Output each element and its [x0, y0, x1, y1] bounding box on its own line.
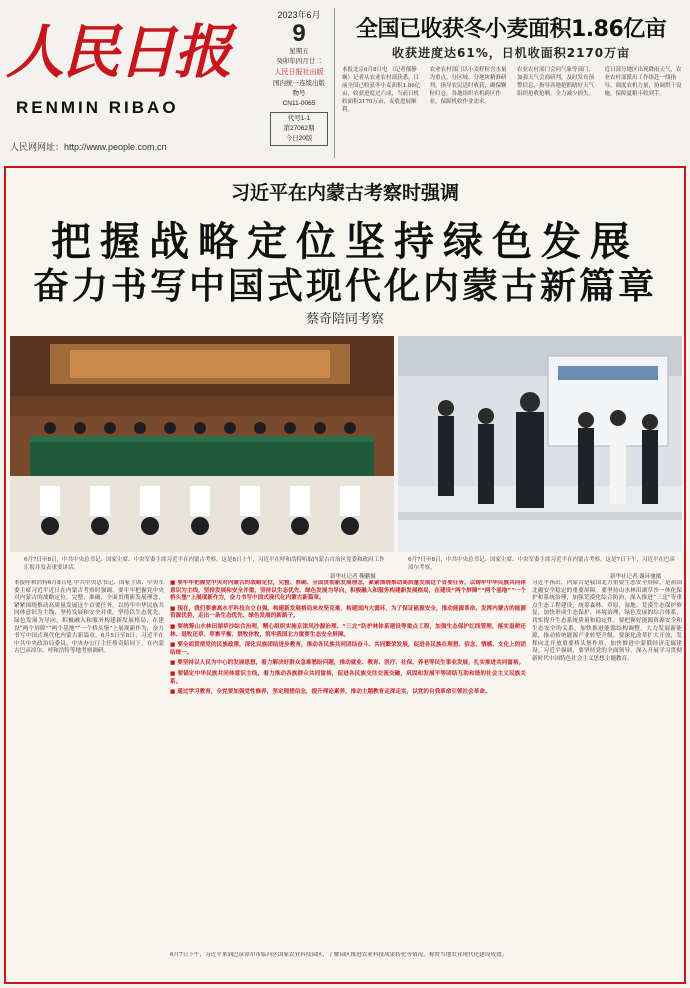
issue-number: 第27062期	[283, 125, 315, 132]
masthead-divider	[334, 8, 335, 158]
paragraph-text: 要锚定中华民族共同体意识主线，着力推动各族群众共同富裕，促进各民族交往交流交融，巩固和发展平等团结互助和谐的社会主义民族关系。	[170, 670, 526, 685]
inspection-photo[interactable]	[398, 336, 682, 552]
paragraph	[170, 671, 526, 686]
article-column-right: 习近平指出，内蒙古是我国北方重要生态安全屏障，是祖国北疆安全稳定的重要屏障。要坚持山水林田湖草沙一体化保护和系统治理，加强荒漠化综合防治，深入推进“三北”等重点生态工程建设，统筹森林、草原、湿地、荒漠生态保护修复，加快形成生态保护、环境治理、绿色发展的综合体系，切实提升生态系统质量和稳定性。要把握好能源资源安全和生态安全的关系，加快推进能源结构调整，大力发展新能源，推动传统能源产业转型升级。要深化改革扩大开放，发挥向北开放重要桥头堡作用，加快推进中蒙俄经济走廊建设。习近平强调，要坚持党的全面领导，深入开展学习贯彻新时代中国特色社会主义思想主题教育。	[532, 580, 682, 662]
inspection-photo-illustration	[398, 336, 682, 552]
lead-story-title[interactable]: 全国已收获冬小麦面积1.86亿亩	[356, 17, 667, 42]
paragraph-text: 要全面贯彻党的民族政策，深化民族团结进步教育，推动各民族共同团结奋斗、共同繁荣发展，促进各民族在理想、信念、情感、文化上的团结统一。	[170, 642, 526, 656]
issue-day: 9	[292, 20, 306, 47]
bullet-icon: ■	[170, 642, 176, 649]
paragraph	[170, 642, 526, 657]
website-url[interactable]: 人民网网址：http://www.people.com.cn	[10, 142, 167, 152]
issue-date: 2023年6月	[277, 10, 321, 20]
meeting-photo-illustration	[10, 336, 394, 552]
logo-pinyin: RENMIN RIBAO	[16, 98, 179, 117]
paragraph	[170, 660, 526, 668]
article-column-center	[170, 580, 526, 950]
article-column-center-lower: 6月7日下午，习近平来到巴彦淖尔市临河区国家农业科技园区，了解园区推进农业科技成果转化等情况，称赞当地农业现代化建设成效。	[170, 952, 508, 958]
masthead	[0, 0, 690, 160]
lead-story-subtitle: 收获进度达61%，日机收面积2170万亩	[392, 46, 631, 60]
article-headline-2[interactable]: 奋力书写中国式现代化内蒙古新篇章	[32, 266, 657, 307]
article-kicker: 习近平在内蒙古考察时强调	[230, 182, 459, 204]
paragraph-text: 要牢牢把握党中央对内蒙古的战略定位，完整、准确、全面贯彻新发展理念，紧紧围绕推动高质量发展这个首要任务，以铸牢中华民族共同体意识为主线，坚持发展和安全并重，坚持以生态优先、绿色发展为导向，积极融入和服务构建新发展格局，在建设“两个屏障”“两个基地”“一个桥头堡”上展现新作为，奋力书写中国式现代化内蒙古新篇章。	[170, 580, 526, 602]
paragraph	[170, 689, 526, 697]
newspaper-logo[interactable]: 人民日报	[6, 18, 231, 86]
paragraph-text: 要坚持以人民为中心的发展思想，着力解决好群众急难愁盼问题，推动就业、教育、医疗、社保、养老等民生事业发展，扎实推进共同富裕。	[177, 660, 525, 667]
paragraph	[170, 580, 526, 603]
bullet-icon: ■	[170, 605, 176, 612]
meeting-photo-credit: 新华社记者 鞠鹏摄	[330, 574, 376, 580]
page-count: 今日20版	[285, 135, 313, 142]
bullet-icon: ■	[170, 580, 176, 586]
feature-article	[4, 166, 686, 984]
article-headline-1[interactable]: 把握战略定位坚持绿色发展	[51, 219, 639, 265]
paragraph-text: 现在，我们要拿高水平科技自立自强，构建新发展格局来攻坚克难，构建国内大循环，为了保证能源安全，推动能源革命，发挥内蒙古的能源资源优势，走出一条生态优先、绿色发展的新路子。	[170, 605, 526, 620]
meeting-photo-caption: 6月7日至8日，中共中央总书记、国家主席、中央军委主席习近平在内蒙古考察。这是8日上午，习近平在呼和浩特听取内蒙古自治区党委和政府工作汇报并发表重要讲话。	[24, 557, 385, 571]
article-column-left: 本报呼和浩特6月8日电 中共中央总书记、国家主席、中央军委主席习近平近日在内蒙古考察时强调，要牢牢把握党中央对内蒙古的战略定位，完整、准确、全面贯彻新发展理念，紧紧围绕推动高质量发展这个首要任务，以铸牢中华民族共同体意识为主线，坚持发展和安全并重，坚持以生态优先、绿色发展为导向，积极融入和服务构建新发展格局，在建设“两个屏障”“两个基地”“一个桥头堡”上展现新作为，奋力书写中国式现代化内蒙古新篇章。6月5日至8日，习近平在中共中央政治局委员、中央办公厅主任蔡奇陪同下，在内蒙古巴彦淖尔、呼和浩特等地考察调研。	[14, 580, 164, 655]
bullet-icon: ■	[170, 670, 176, 677]
paragraph	[170, 606, 526, 621]
lead-story-col: 农业农村部门以小麦籽粒含水量为重点，分区域、分地块精准研判，指导农民适时收获，确保颗粒归仓。各地组织农机跨区作业，保障机收作业需求。	[429, 67, 507, 105]
lead-story-col: 近日部分地区出现降雨天气，农业农村部派出工作组赴一线指导，调度农机力量，协调烘干设施，保障夏粮丰收到手。	[604, 67, 682, 97]
issue-weekday: 星期五	[289, 48, 309, 55]
bullet-icon: ■	[170, 689, 176, 696]
inspection-photo-caption: 6月7日至8日，中共中央总书记、国家主席、中央军委主席习近平在内蒙古考察。这是7日下午，习近平在巴彦淖尔考察。	[408, 557, 676, 571]
postal-code: 代号1-1	[287, 115, 311, 122]
lead-story-col: 农业农村部门会同气象等部门，加强天气会商研判，及时发布预警信息，指导各地抢抓晴好天气组织抢收抢晒，全力减少损失。	[517, 67, 595, 97]
issue-lunar: 癸卯年四月廿二	[276, 58, 322, 65]
bullet-icon: ■	[170, 660, 176, 667]
inspection-photo-credit: 新华社记者 谢环驰摄	[610, 574, 662, 580]
lead-story-body	[342, 66, 684, 158]
lead-story-col: 本报北京6月8日电 （记者郁静娴）记者从农业农村部获悉，目前全国已收获冬小麦面积1.86亿亩，收获进度过六成，当前日机收面积2170万亩，麦收进展顺利。	[342, 67, 421, 113]
article-byline: 蔡奇陪同考察	[305, 312, 384, 327]
serial-code: CN11-0065	[282, 100, 316, 107]
issue-codes	[270, 112, 328, 146]
meeting-photo[interactable]	[10, 336, 394, 552]
issue-info	[270, 8, 328, 156]
bullet-icon: ■	[170, 623, 176, 630]
paragraph-text: 通过学习教育，全党要加强党性修养，坚定理想信念，提升理论素养，推动主题教育走深走实，以党的自我革命引领社会革命。	[177, 689, 491, 696]
serial-label: 国内统一连续出版物号	[273, 80, 325, 97]
paragraph-text: 要统筹山水林田湖草沙综合治理，精心组织实施京津风沙源治理、“三北”防护林体系建设等重点工程，加强生态保护红线管理，落实退耕还林、退牧还草、草畜平衡、禁牧休牧，筑牢我国北方重要生态安全屏障。	[170, 623, 526, 638]
publisher: 人民日报社出版	[274, 69, 324, 76]
paragraph	[170, 624, 526, 639]
